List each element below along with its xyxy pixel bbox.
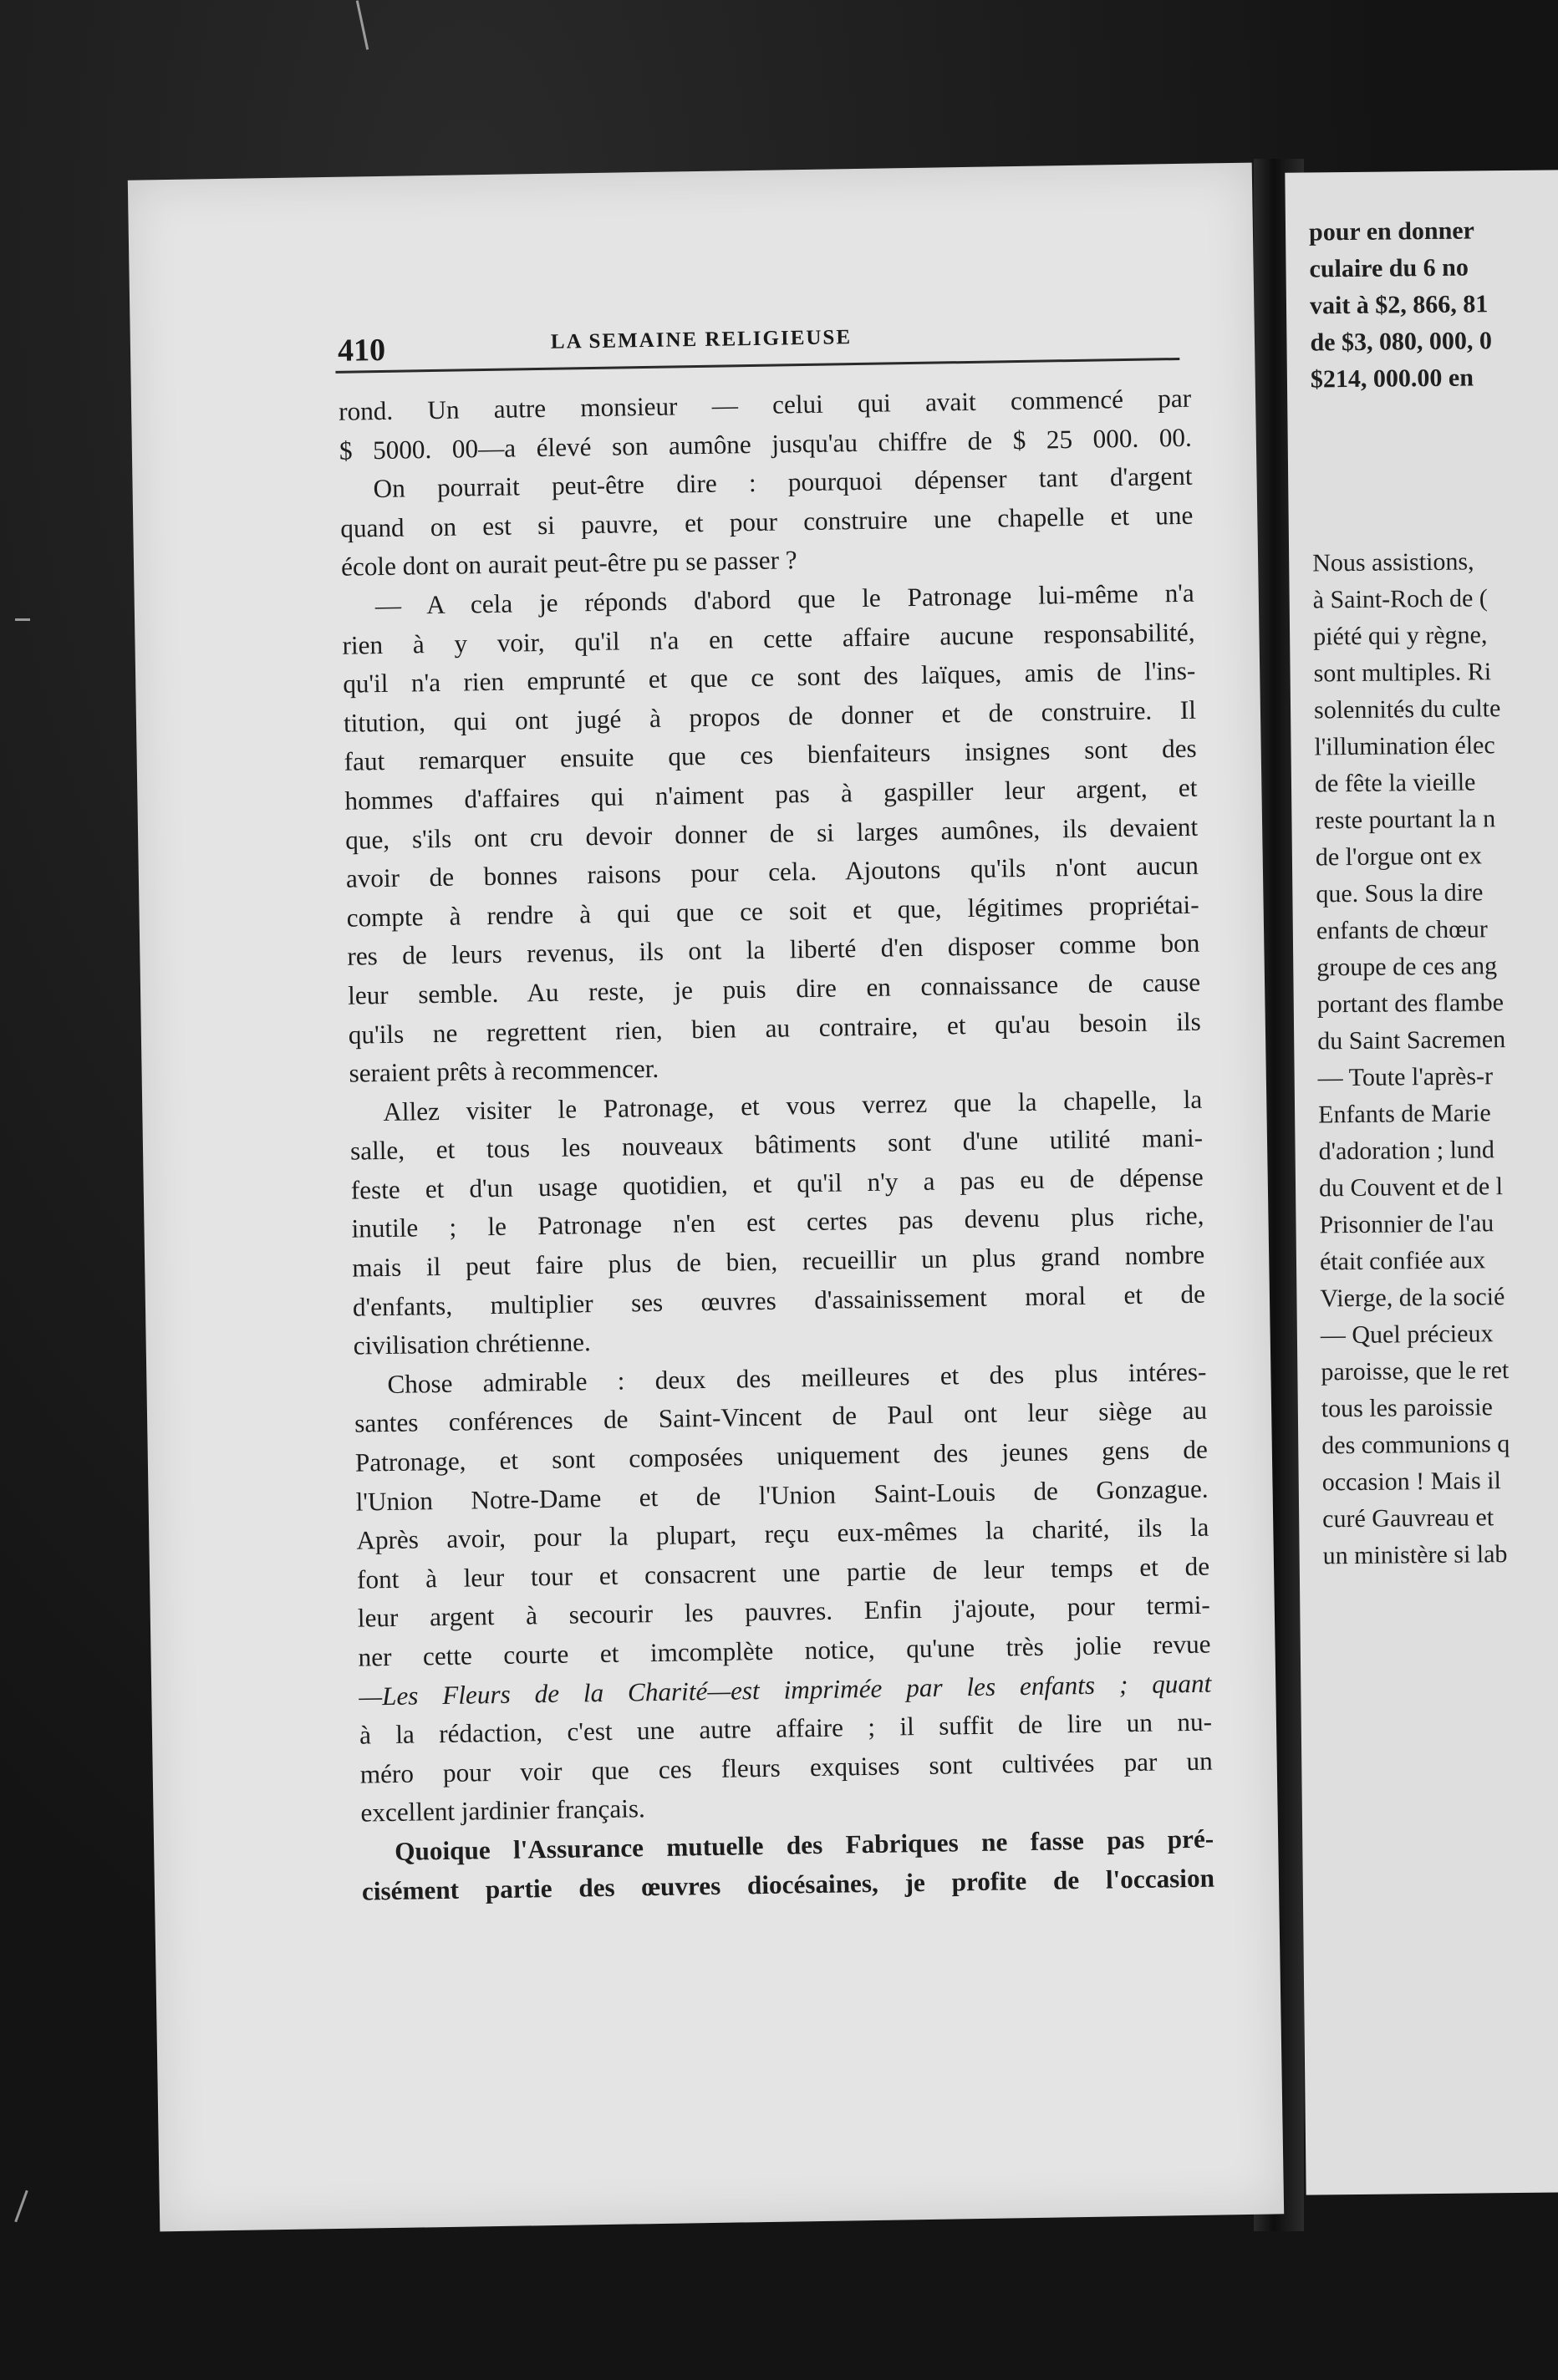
right-line: Nous assistions, <box>1312 547 1474 577</box>
text-line: méro pour voir que ces fleurs exquises sont cultivées par un <box>359 1746 1213 1789</box>
right-line: pour en donner <box>1308 216 1475 247</box>
text-line: feste et d'un usage quotidien, et qu'il n'y a pas eu de dépense <box>350 1162 1204 1205</box>
right-line: de $3, 080, 000, 0 <box>1310 327 1493 357</box>
text-line: Quoique l'Assurance mutuelle des Fabriques ne fasse pas pré- <box>394 1823 1214 1866</box>
right-line: que. Sous la dire <box>1316 878 1484 908</box>
text-line: d'enfants, multiplier ses œuvres d'assainissement moral et de <box>352 1279 1206 1322</box>
text-line: seraient prêts à recommencer. <box>349 1053 659 1088</box>
text-line: faut remarquer ensuite que ces bienfaiteurs insignes sont des <box>344 734 1197 777</box>
text-line: —Les Fleurs de la Charité—est imprimée par les enfants ; quant <box>359 1668 1212 1711</box>
text-line: inutile ; le Patronage n'en est certes pas devenu plus riche, <box>351 1201 1204 1244</box>
text-line: civilisation chrétienne. <box>353 1327 592 1360</box>
right-line: paroisse, que le ret <box>1321 1356 1510 1386</box>
text-line: que, s'ils ont cru devoir donner de si larges aumônes, ils devaient <box>344 811 1199 855</box>
right-line: du Couvent et de l <box>1318 1172 1504 1203</box>
text-line: ner cette courte et imcomplète notice, qu'une très jolie revue <box>358 1629 1211 1672</box>
text-line: compte à rendre à qui que ce soit et que, légitimes propriétai- <box>346 889 1199 933</box>
text-line: On pourrait peut-être dire : pourquoi dépenser tant d'argent <box>373 460 1193 504</box>
right-line: Vierge, de la socié <box>1320 1283 1505 1313</box>
right-line: était confiée aux <box>1319 1246 1486 1276</box>
right-line: un ministère si lab <box>1322 1540 1508 1570</box>
right-line: piété qui y règne, <box>1312 621 1488 651</box>
right-line: du Saint Sacremen <box>1317 1025 1506 1055</box>
text-line: école dont on aurait peut-être pu se passer ? <box>340 545 797 582</box>
text-line: leur semble. Au reste, je puis dire en connaissance de cause <box>347 967 1201 1010</box>
left-page <box>128 163 1284 2232</box>
right-page <box>1285 170 1558 2194</box>
text-line: titution, qui ont jugé à propos de donner et de construire. Il <box>343 694 1197 738</box>
right-line: enfants de chœur <box>1316 915 1488 945</box>
text-line: leur argent à secourir les pauvres. Enfin j'ajoute, pour termi- <box>357 1589 1211 1634</box>
right-line: solennités du culte <box>1313 694 1501 725</box>
text-line: cisément partie des œuvres diocésaines, je profite de l'occasion <box>361 1863 1215 1906</box>
right-line: — Toute l'après-r <box>1317 1062 1494 1092</box>
right-page-gap <box>1311 394 1558 545</box>
right-page-text <box>1309 210 1558 1574</box>
right-line: culaire du 6 no <box>1309 253 1469 283</box>
text-line: $ 5000. 00—a élevé son aumône jusqu'au chiffre de $ 25 000. 00. <box>339 422 1193 465</box>
text-line: à la rédaction, c'est une autre affaire ; il suffit de lire un nu- <box>359 1706 1213 1750</box>
right-line: curé Gauvreau et <box>1322 1503 1494 1533</box>
article-body <box>339 379 1214 1911</box>
right-line: à Saint-Roch de ( <box>1312 584 1488 614</box>
text-line: rond. Un autre monsieur — celui qui avait commencé par <box>338 383 1192 426</box>
text-line: Patronage, et sont composées uniquement des jeunes gens de <box>354 1434 1209 1477</box>
text-line: Chose admirable : deux des meilleures et des plus intéres- <box>387 1356 1207 1399</box>
right-line: Prisonnier de l'au <box>1319 1209 1494 1239</box>
text-line: Allez visiter le Patronage, et vous verrez que la chapelle, la <box>383 1084 1203 1126</box>
text-line: — A cela je réponds d'abord que le Patronage lui-même n'a <box>374 577 1194 621</box>
text-line: rien à y voir, qu'il n'a en cette affaire aucune responsabilité, <box>342 617 1195 660</box>
right-line: vait à $2, 866, 81 <box>1309 290 1489 320</box>
text-line: quand on est si pauvre, et pour construire une chapelle et une <box>340 500 1194 543</box>
right-line: portant des flambe <box>1316 989 1505 1019</box>
running-title: LA SEMAINE RELIGIEUSE <box>550 326 853 353</box>
right-line: sont multiples. Ri <box>1313 658 1492 688</box>
page-number: 410 <box>337 332 386 369</box>
right-line: d'adoration ; lund <box>1318 1136 1495 1166</box>
right-line: des communions q <box>1321 1430 1510 1460</box>
text-line: santes conférences de Saint-Vincent de Paul ont leur siège au <box>354 1396 1208 1439</box>
right-line: occasion ! Mais il <box>1321 1467 1502 1497</box>
right-line: reste pourtant la n <box>1315 805 1496 835</box>
text-line: hommes d'affaires qui n'aiment pas à gaspiller leur argent, et <box>344 772 1198 816</box>
right-line: $214, 000.00 en <box>1310 364 1474 394</box>
text-line: res de leurs revenus, ils ont la liberté d'en disposer comme bon <box>347 928 1200 972</box>
dust-fiber <box>15 618 30 621</box>
text-line: l'Union Notre-Dame et de l'Union Saint-Louis de Gonzague. <box>355 1473 1209 1517</box>
text-line: avoir de bonnes raisons pour cela. Ajoutons qu'ils n'ont aucun <box>345 850 1199 893</box>
text-line: qu'ils ne regrettent rien, bien au contraire, et qu'au besoin ils <box>348 1006 1202 1050</box>
text-line: excellent jardinier français. <box>360 1793 646 1828</box>
text-line: mais il peut faire plus de bien, recueillir un plus grand nombre <box>352 1239 1205 1283</box>
right-line: — Quel précieux <box>1320 1320 1494 1350</box>
text-line: Après avoir, pour la plupart, reçu eux-mêmes la charité, ils la <box>356 1512 1209 1555</box>
right-line: tous les paroissie <box>1321 1393 1493 1423</box>
right-line: de l'orgue ont ex <box>1315 842 1483 872</box>
text-line: font à leur tour et consacrent une partie de leur temps et de <box>356 1551 1210 1594</box>
right-line: groupe de ces ang <box>1316 952 1498 982</box>
right-line: Enfants de Marie <box>1317 1099 1491 1129</box>
text-line: salle, et tous les nouveaux bâtiments sont d'une utilité mani- <box>349 1122 1204 1166</box>
right-line: de fête la vieille <box>1314 768 1476 798</box>
right-line: l'illumination élec <box>1314 731 1495 761</box>
text-line: qu'il n'a rien emprunté et que ce sont des laïques, amis de l'ins- <box>343 655 1196 699</box>
